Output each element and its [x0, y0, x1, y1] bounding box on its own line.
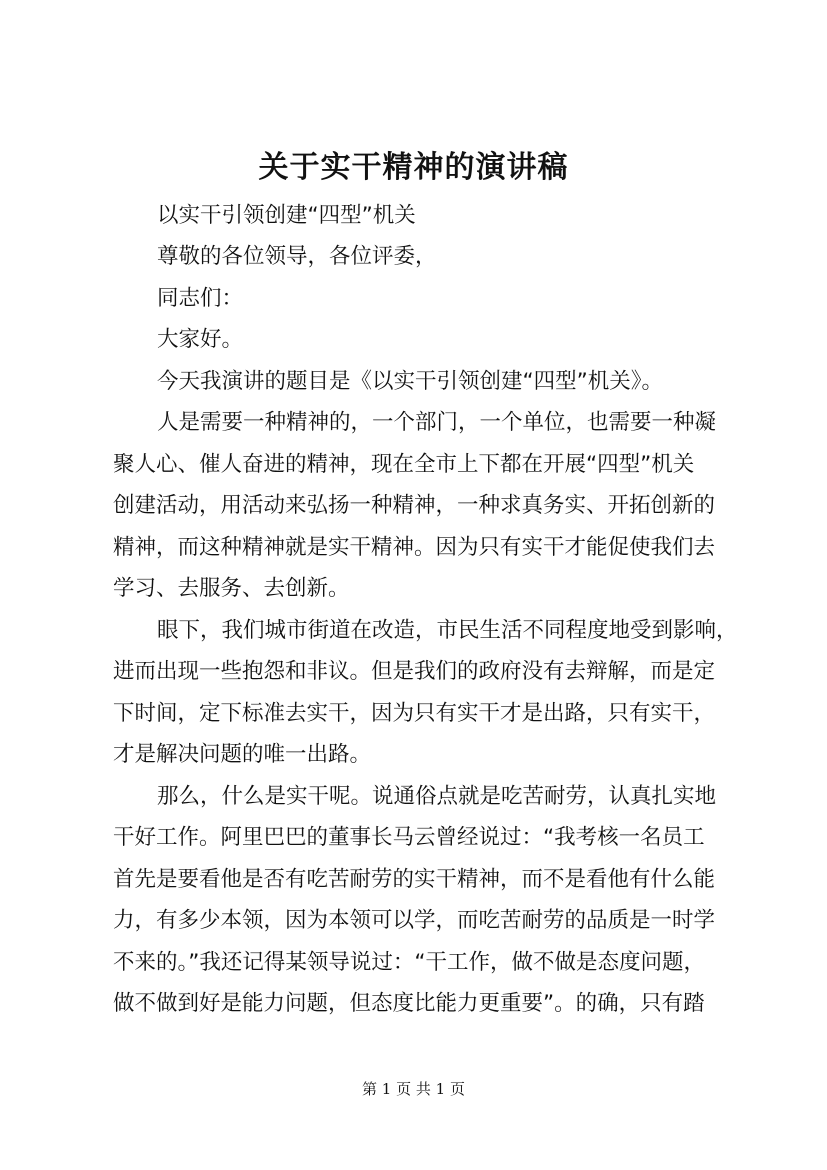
paragraph-line: 今天我演讲的题目是《以实干引领创建“四型”机关》。 [157, 369, 664, 394]
paragraph-line: 那么，什么是实干呢。说通俗点就是吃苦耐劳，认真扎实地 [157, 784, 717, 809]
paragraph-line: 进而出现一些抱怨和非议。但是我们的政府没有去辩解，而是定 [113, 659, 716, 684]
page-footer: 第 1 页 共 1 页 [362, 1080, 465, 1098]
paragraph-line: 人是需要一种精神的，一个部门，一个单位，也需要一种凝 [157, 410, 717, 435]
greeting-line: 尊敬的各位领导，各位评委， [157, 244, 437, 269]
paragraph-line: 创建活动，用活动来弘扬一种精神，一种求真务实、开拓创新的 [113, 493, 716, 518]
greeting-line: 同志们： [157, 286, 244, 311]
paragraph-line: 眼下，我们城市街道在改造，市民生活不同程度地受到影响， [157, 618, 738, 643]
greeting-line: 大家好。 [157, 327, 244, 352]
paragraph-line: 干好工作。阿里巴巴的董事长马云曾经说过：“我考核一名员工 [113, 825, 705, 850]
paragraph-line: 不来的。”我还记得某领导说过：“干工作，做不做是态度问题， [113, 950, 706, 975]
paragraph-line: 聚人心、催人奋进的精神，现在全市上下都在开展“四型”机关 [113, 452, 695, 477]
paragraph-line: 首先是要看他是否有吃苦耐劳的实干精神，而不是看他有什么能 [113, 867, 716, 892]
paragraph-line: 力，有多少本领，因为本领可以学，而吃苦耐劳的品质是一时学 [113, 908, 716, 933]
paragraph-line: 才是解决问题的唯一出路。 [113, 742, 372, 767]
paragraph-line: 精神，而这种精神就是实干精神。因为只有实干才能促使我们去 [113, 535, 716, 560]
subtitle-line: 以实干引领创建“四型”机关 [157, 203, 416, 228]
document-title: 关于实干精神的演讲稿 [258, 150, 569, 185]
paragraph-line: 学习、去服务、去创新。 [113, 576, 350, 601]
paragraph-line: 做不做到好是能力问题，但态度比能力更重要”。的确，只有踏 [113, 991, 705, 1016]
paragraph-line: 下时间，定下标准去实干，因为只有实干才是出路，只有实干， [113, 701, 716, 726]
